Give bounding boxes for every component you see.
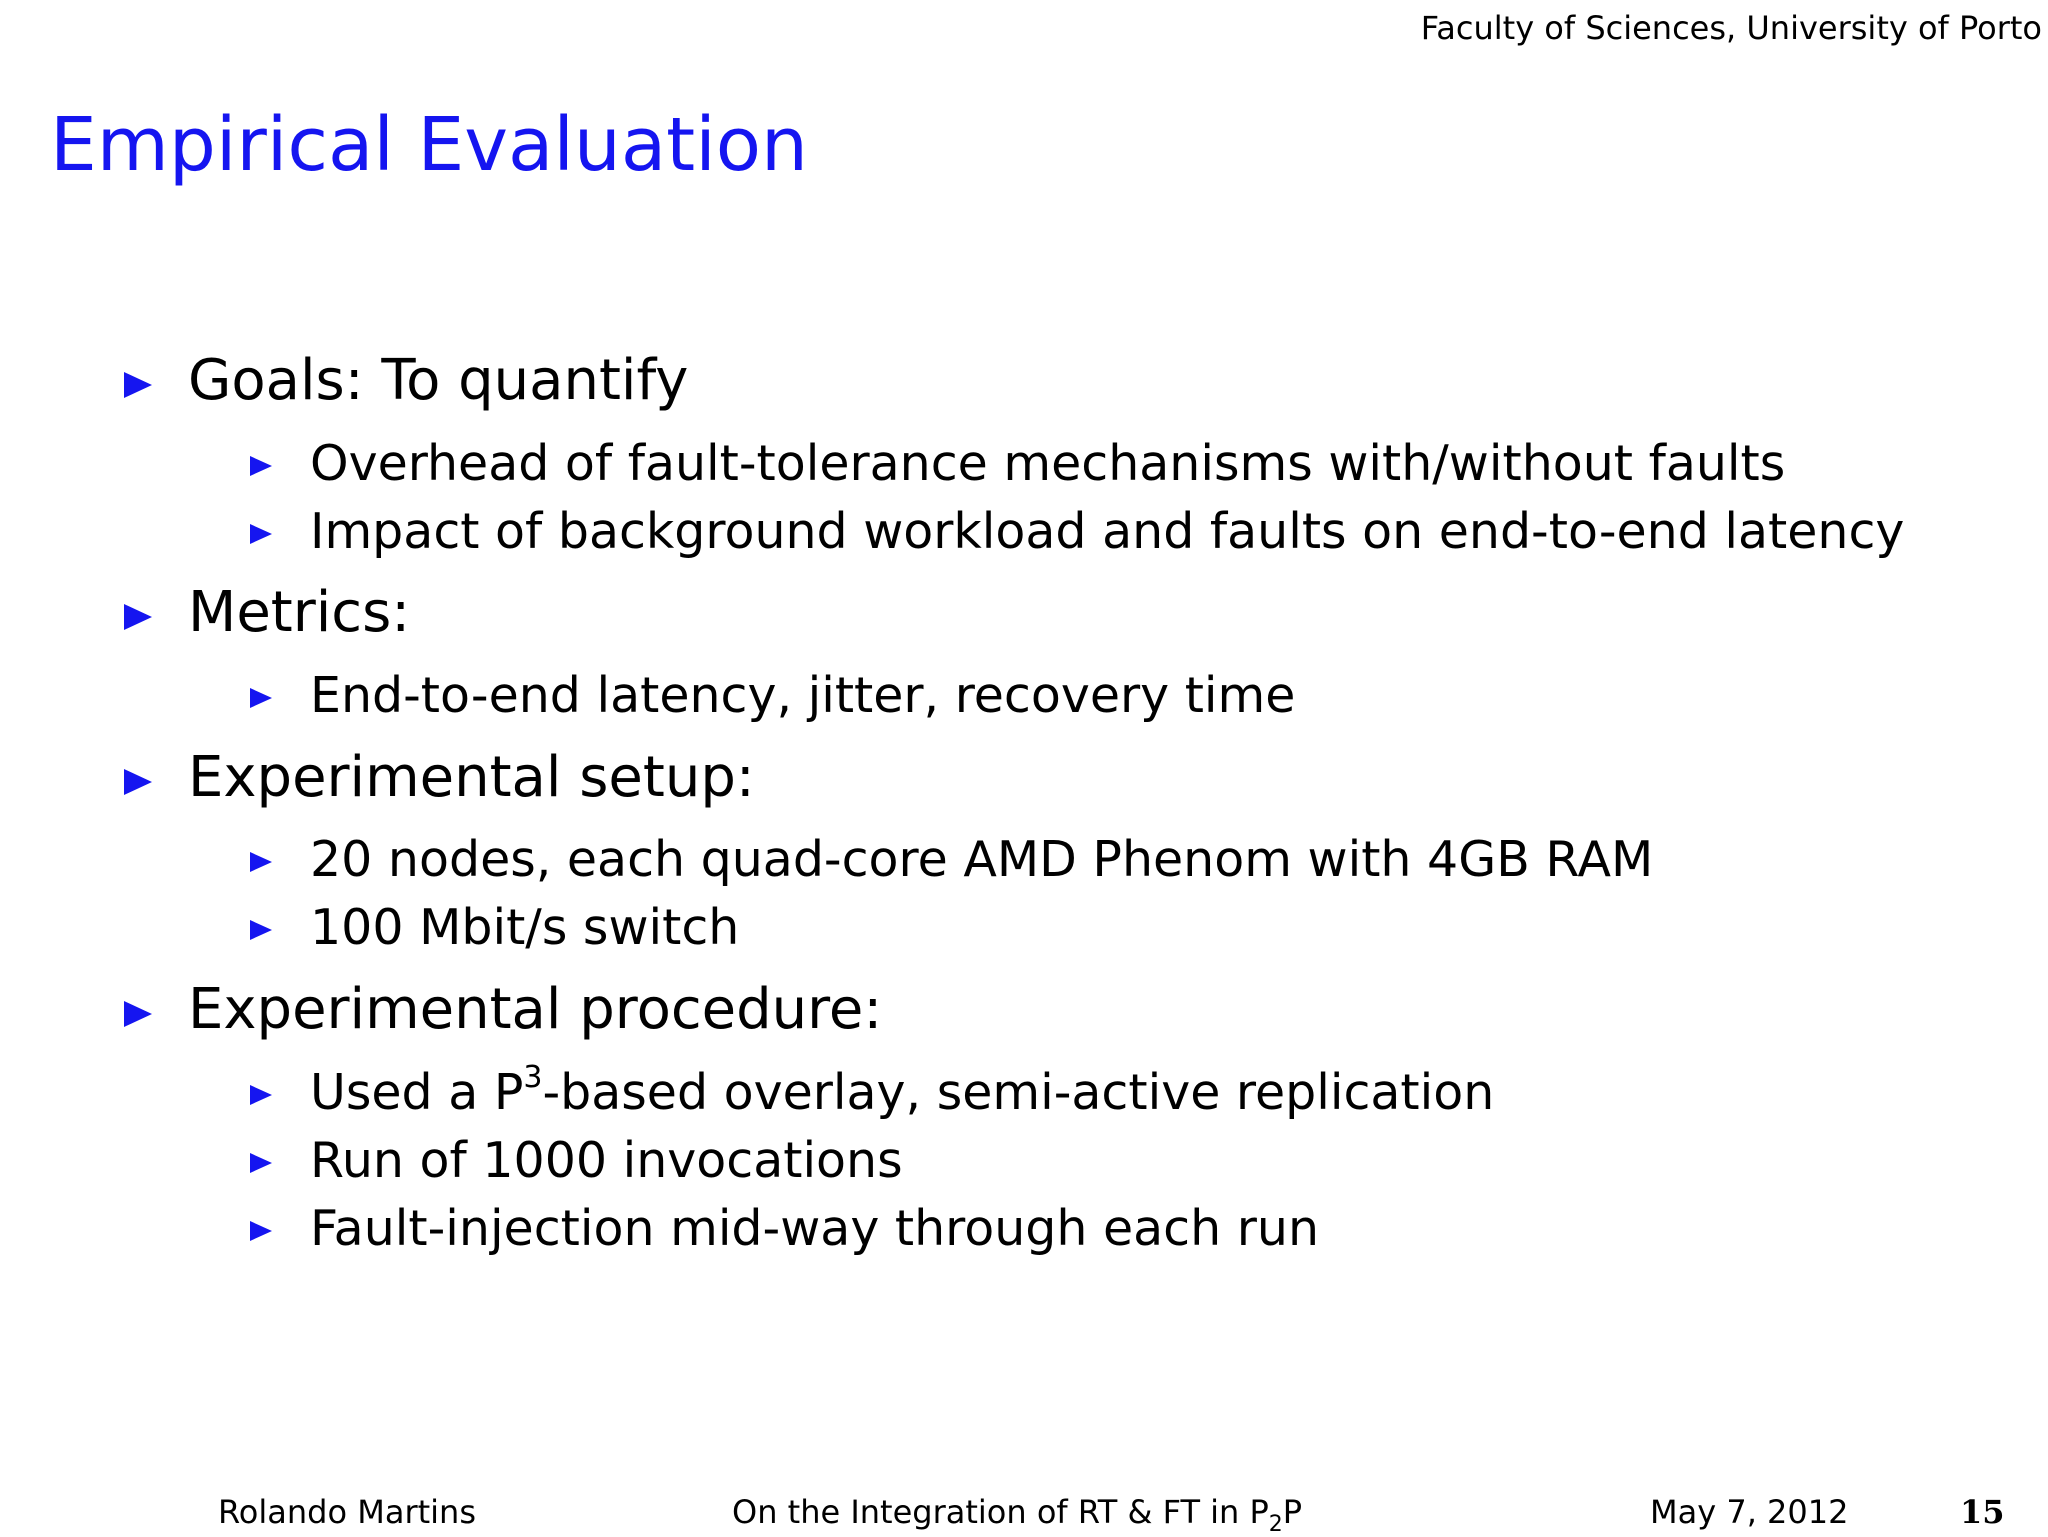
sub-bullet-overhead — [310, 434, 1785, 494]
footer-author: Rolando Martins — [218, 1493, 476, 1531]
bullet-metrics — [188, 580, 410, 646]
bullet-triangle-icon — [124, 1001, 152, 1027]
bullet-text: Experimental setup: — [188, 745, 755, 810]
sub-bullet-latency — [310, 666, 1295, 726]
sub-bullet-overlay — [310, 1060, 1495, 1123]
bullet-text: Goals: To quantify — [188, 348, 689, 413]
sub-bullet-triangle-icon — [250, 1153, 272, 1173]
sub-bullet-switch — [310, 898, 739, 958]
sub-bullet-triangle-icon — [250, 1221, 272, 1241]
sub-bullet-text: 100 Mbit/s switch — [310, 899, 740, 956]
sub-bullet-triangle-icon — [250, 456, 272, 476]
bullet-triangle-icon — [124, 769, 152, 795]
sub-bullet-triangle-icon — [250, 1085, 272, 1105]
sub-bullet-text: 20 nodes, each quad-core AMD Phenom with 4GB RAM — [310, 831, 1654, 888]
bullet-triangle-icon — [124, 604, 152, 630]
sub-bullet-triangle-icon — [250, 524, 272, 544]
sub-bullet-text: Impact of background workload and faults on end-to-end latency — [310, 503, 1905, 560]
sub-bullet-impact — [310, 502, 1904, 562]
sub-bullet-text: Used a $P^3$-based overlay, semi-active replication — [310, 1060, 1495, 1121]
bullet-text: Experimental procedure: — [188, 977, 883, 1042]
bullet-goals — [188, 348, 688, 414]
superscript: 3 — [523, 1060, 543, 1095]
sub-bullet-fault-injection — [310, 1199, 1319, 1259]
sub-bullet-nodes — [310, 830, 1653, 890]
sub-bullet-triangle-icon — [250, 920, 272, 940]
page-number: 15 — [1960, 1493, 2005, 1531]
sub-bullet-text: Fault-injection mid-way through each run — [310, 1200, 1319, 1257]
sub-bullet-text: End-to-end latency, jitter, recovery time — [310, 667, 1296, 724]
sub-bullet-text: Run of 1000 invocations — [310, 1132, 903, 1189]
sub-bullet-triangle-icon — [250, 852, 272, 872]
sub-bullet-invocations — [310, 1131, 903, 1191]
subscript: 2 — [1268, 1512, 1283, 1537]
institution-header: Faculty of Sciences, University of Porto — [1420, 9, 2042, 47]
sub-bullet-text: Overhead of fault-tolerance mechanisms with/without faults — [310, 435, 1786, 492]
bullet-setup — [188, 745, 755, 811]
bullet-text: Metrics: — [188, 580, 411, 645]
sub-bullet-triangle-icon — [250, 688, 272, 708]
footer-date: May 7, 2012 — [1650, 1493, 1849, 1531]
bullet-triangle-icon — [124, 372, 152, 398]
bullet-procedure — [188, 977, 882, 1043]
slide-title: Empirical Evaluation — [50, 102, 808, 188]
footer-talk-title: On the Integration of RT & FT in $P_2P$ — [732, 1493, 1303, 1537]
